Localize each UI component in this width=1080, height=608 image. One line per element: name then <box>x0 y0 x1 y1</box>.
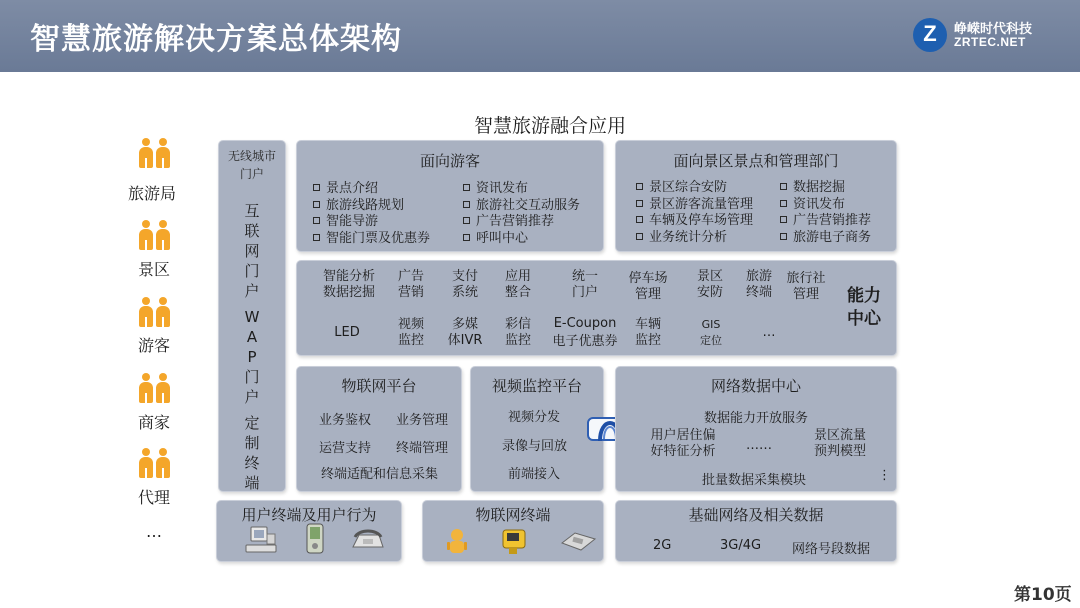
capability-center-box <box>296 260 897 356</box>
actor-merchant: 商家 <box>138 413 171 432</box>
iot-terminal-title: 物联网终端 <box>475 506 551 524</box>
capability-item: 旅行社 管理 <box>786 271 826 302</box>
data-center-item: …… <box>746 438 772 453</box>
data-center-item: 数据能力开放服务 <box>704 411 809 426</box>
scenic-management-list-2: 数据挖掘 资讯发布 广告营销推荐 旅游电子商务 <box>780 180 871 246</box>
pda-icon <box>305 523 325 555</box>
iot-platform-item: 业务管理 <box>396 413 449 428</box>
tourist-services-box <box>296 140 604 252</box>
telephone-icon <box>349 529 387 553</box>
person-icon <box>139 138 153 168</box>
person-icon <box>139 373 153 403</box>
video-platform-title: 视频监控平台 <box>491 377 582 395</box>
capability-item: … <box>762 325 776 340</box>
capability-item: 智能分析 数据挖掘 <box>322 269 375 300</box>
desktop-computer-icon <box>245 525 279 555</box>
person-icon <box>139 448 153 478</box>
person-icon <box>139 297 153 327</box>
capability-item: 支付 系统 <box>451 269 478 300</box>
logo-company-url: ZRTEC.NET <box>954 35 1026 49</box>
capability-item: GIS 定位 <box>700 318 722 347</box>
tourist-services-list-2: 资讯发布 旅游社交互动服务 广告营销推荐 呼叫中心 <box>463 181 580 247</box>
portal-vertical-text: 互 联 网 门 户 W A P 门 户 定 制 终 端 <box>244 202 260 492</box>
capability-item: E-Coupon 电子优惠券 <box>552 316 618 349</box>
card-reader-icon <box>559 529 597 553</box>
iot-platform-title: 物联网平台 <box>341 377 417 395</box>
data-center-item: 景区流量 预判模型 <box>813 428 866 459</box>
person-icon <box>156 448 170 478</box>
iot-platform-box <box>296 366 462 492</box>
robot-icon <box>445 527 469 557</box>
scenic-management-list-1: 景区综合安防 景区游客流量管理 车辆及停车场管理 业务统计分析 <box>636 180 753 246</box>
capability-item: 广告 营销 <box>397 269 424 300</box>
capability-center-label: 能力 中心 <box>847 286 881 329</box>
capability-item: 统一 门户 <box>571 269 598 300</box>
iot-platform-item: 终端适配和信息采集 <box>321 467 439 482</box>
network-item: 3G/4G <box>720 538 762 553</box>
iot-platform-item: 业务鉴权 <box>319 413 372 428</box>
network-item: 2G <box>653 538 672 553</box>
actor-scenic-area: 景区 <box>138 260 171 279</box>
data-center-item: 用户居住偏 好特征分析 <box>650 428 716 459</box>
network-box <box>615 500 897 562</box>
person-icon <box>156 297 170 327</box>
scenic-management-title: 面向景区景点和管理部门 <box>673 152 839 170</box>
video-platform-box <box>470 366 604 492</box>
page-title: 智慧旅游解决方案总体架构 <box>30 22 402 57</box>
page-number: 第10页 <box>1014 585 1072 605</box>
person-icon <box>156 220 170 250</box>
person-icon <box>139 220 153 250</box>
header-bar <box>0 0 1080 72</box>
iot-platform-item: 终端管理 <box>396 441 449 456</box>
capability-item: 视频 监控 <box>397 317 424 348</box>
logo-letter: Z <box>923 21 937 46</box>
capability-item: 景区 安防 <box>696 269 723 300</box>
user-terminal-box <box>216 500 402 562</box>
data-center-box <box>615 366 897 492</box>
actor-more: … <box>146 522 162 541</box>
tourist-services-title: 面向游客 <box>419 152 480 170</box>
data-center-item: ⋮ <box>878 468 891 483</box>
capability-item: 旅游 终端 <box>745 269 772 300</box>
actor-tourism-bureau: 旅游局 <box>128 184 177 203</box>
diagram-title: 智慧旅游融合应用 <box>474 115 627 137</box>
user-terminal-title: 用户终端及用户行为 <box>241 506 377 524</box>
person-icon <box>156 138 170 168</box>
actor-tourist: 游客 <box>138 336 171 355</box>
capability-item: 彩信 监控 <box>504 317 531 348</box>
iot-platform-item: 运营支持 <box>319 441 372 456</box>
tourist-services-list-1: 景点介绍 旅游线路规划 智能导游 智能门票及优惠券 <box>313 181 430 247</box>
capability-item: 停车场 管理 <box>628 271 668 302</box>
data-center-item: 批量数据采集模块 <box>702 473 807 488</box>
video-platform-item: 录像与回放 <box>502 439 568 454</box>
video-platform-item: 视频分发 <box>508 410 561 425</box>
portal-column <box>218 140 286 492</box>
network-title: 基础网络及相关数据 <box>688 506 824 524</box>
actor-agent: 代理 <box>138 488 171 507</box>
logo-company-name: 峥嵘时代科技 <box>954 22 1033 37</box>
data-center-title: 网络数据中心 <box>710 377 801 395</box>
capability-item: 多媒 体IVR <box>447 317 483 348</box>
handheld-scanner-icon <box>499 527 531 555</box>
capability-item: 车辆 监控 <box>634 317 661 348</box>
video-platform-item: 前端接入 <box>508 467 561 482</box>
network-item: 网络号段数据 <box>792 542 871 557</box>
person-icon <box>156 373 170 403</box>
capability-item: LED <box>334 325 360 340</box>
iot-terminal-box <box>422 500 604 562</box>
scenic-management-box <box>615 140 897 252</box>
portal-title: 无线城市 门户 <box>227 149 276 181</box>
capability-item: 应用 整合 <box>504 269 531 300</box>
company-logo <box>913 18 947 52</box>
